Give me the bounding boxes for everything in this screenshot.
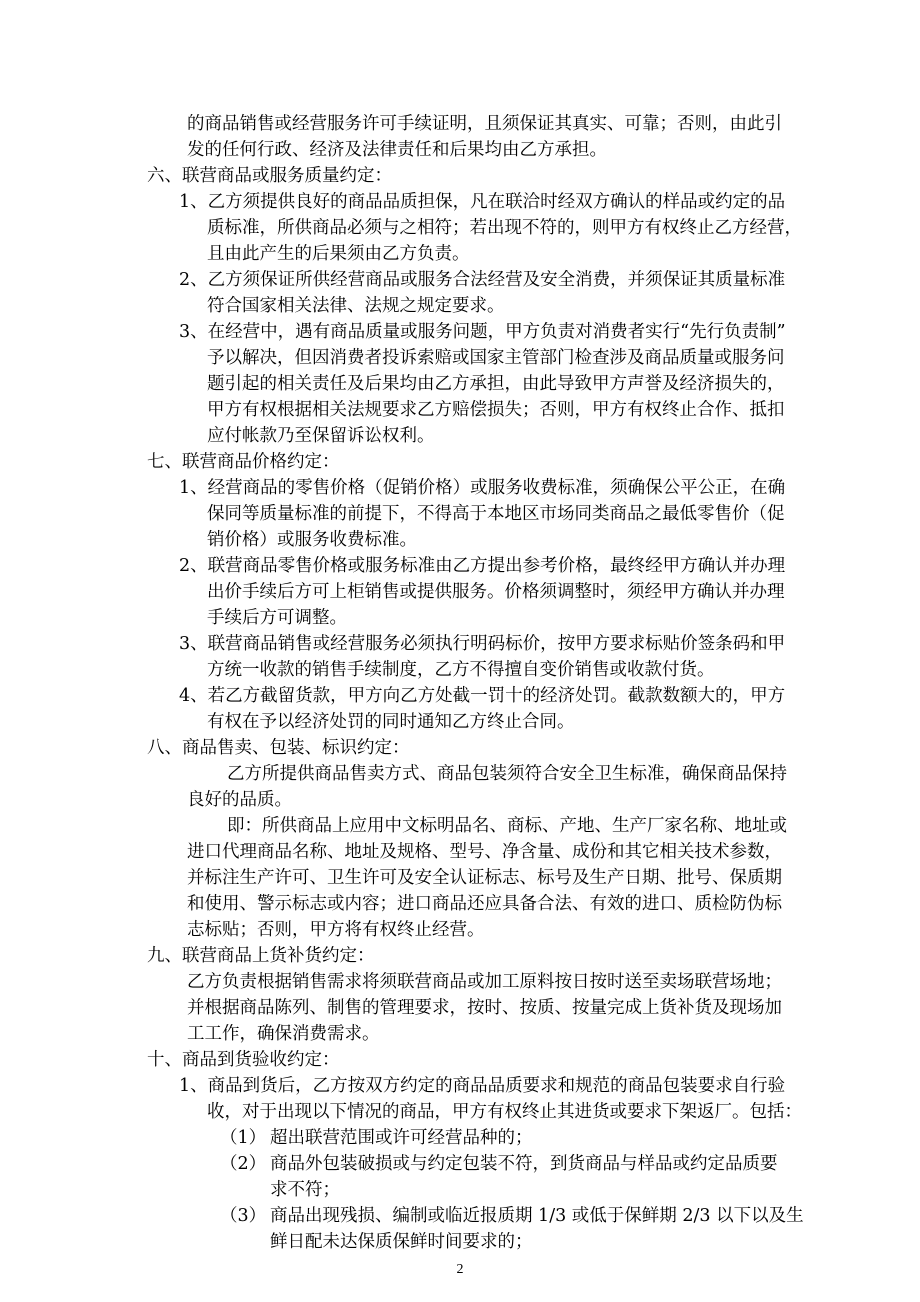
sub-item-number: （3） <box>220 1206 267 1226</box>
page-number: 2 <box>456 1262 464 1277</box>
list-item: 1、经营商品的零售价格（促销价格）或服务收费标准，须确保公平公正，在确 <box>179 478 786 498</box>
sub-item-text: 商品外包装破损或与约定包装不符，到货商品与样品或约定品质要 <box>270 1154 778 1174</box>
list-item: 3、联营商品销售或经营服务必须执行明码标价，按甲方要求标贴价签条码和甲 <box>179 634 786 654</box>
list-item: 2、联营商品零售价格或服务标准由乙方提出参考价格，最终经甲方确认并办理 <box>179 556 786 576</box>
sub-item-number: （1） <box>220 1128 267 1148</box>
text-line: 并根据商品陈列、制售的管理要求，按时、按质、按量完成上货补货及现场加 <box>187 998 782 1018</box>
list-item: 4、若乙方截留货款，甲方向乙方处截一罚十的经济处罚。截款数额大的，甲方 <box>179 686 786 706</box>
paragraph: 即：所供商品上应用中文标明品名、商标、产地、生产厂家名称、地址或 <box>227 816 787 836</box>
text-line: 并标注生产许可、卫生许可及安全认证标志、标号及生产日期、批号、保质期 <box>187 868 782 888</box>
text-line: 题引起的相关责任及后果均由乙方承担，由此导致甲方声誉及经济损失的， <box>207 374 785 394</box>
section-heading: 六、联营商品或服务质量约定： <box>147 166 392 186</box>
section-heading: 十、商品到货验收约定： <box>147 1050 340 1070</box>
text-line: 质标准，所供商品必须与之相符；若出现不符的，则甲方有权终止乙方经营， <box>207 218 802 238</box>
text-line: 收，对于出现以下情况的商品，甲方有权终止其进货或要求下架返厂。包括： <box>207 1102 802 1122</box>
section-heading: 七、联营商品价格约定： <box>147 452 340 472</box>
text-line: 的商品销售或经营服务许可手续证明，且须保证其真实、可靠；否则，由此引 <box>187 114 782 134</box>
text-line: 予以解决，但因消费者投诉索赔或国家主管部门检查涉及商品质量或服务问 <box>207 348 785 368</box>
text-line: 甲方有权根据相关法规要求乙方赔偿损失；否则，甲方有权终止合作、抵扣 <box>207 400 785 420</box>
text-line: 良好的品质。 <box>187 790 292 810</box>
text-line: 志标贴；否则，甲方将有权终止经营。 <box>187 920 485 940</box>
paragraph: 乙方负责根据销售需求将须联营商品或加工原料按日按时送至卖场联营场地； <box>187 972 782 992</box>
sub-item-number: （2） <box>220 1154 267 1174</box>
list-item: 2、乙方须保证所供经营商品或服务合法经营及安全消费，并须保证其质量标准 <box>179 270 786 290</box>
text-line: 保同等质量标准的前提下，不得高于本地区市场同类商品之最低零售价（促 <box>207 504 785 524</box>
text-line: 且由此产生的后果须由乙方负责。 <box>207 244 470 264</box>
sub-item-text: 求不符； <box>270 1180 340 1200</box>
sub-item-text: 鲜日配未达保质保鲜时间要求的； <box>270 1232 533 1252</box>
paragraph: 乙方所提供商品售卖方式、商品包装须符合安全卫生标准，确保商品保持 <box>227 764 787 784</box>
sub-item-text: 商品出现残损、编制或临近报质期 1/3 或低于保鲜期 2/3 以下以及生 <box>270 1206 804 1226</box>
sub-item-text: 超出联营范围或许可经营品种的； <box>270 1128 533 1148</box>
section-heading: 九、联营商品上货补货约定： <box>147 946 375 966</box>
text-line: 有权在予以经济处罚的同时通知乙方终止合同。 <box>207 712 575 732</box>
text-line: 出价手续后方可上柜销售或提供服务。价格须调整时，须经甲方确认并办理 <box>207 582 785 602</box>
list-item: 1、商品到货后，乙方按双方约定的商品品质要求和规范的商品包装要求自行验 <box>179 1076 786 1096</box>
text-line: 和使用、警示标志或内容；进口商品还应具备合法、有效的进口、质检防伪标 <box>187 894 782 914</box>
text-line: 发的任何行政、经济及法律责任和后果均由乙方承担。 <box>187 140 607 160</box>
text-line: 应付帐款乃至保留诉讼权利。 <box>207 426 435 446</box>
text-line: 销价格）或服务收费标准。 <box>207 530 417 550</box>
text-line: 符合国家相关法律、法规之规定要求。 <box>207 296 505 316</box>
list-item: 1、乙方须提供良好的商品品质担保，凡在联洽时经双方确认的样品或约定的品 <box>179 192 786 212</box>
section-heading: 八、商品售卖、包装、标识约定： <box>147 738 410 758</box>
text-line: 手续后方可调整。 <box>207 608 347 628</box>
text-line: 工工作，确保消费需求。 <box>187 1024 380 1044</box>
text-line: 进口代理商品名称、地址及规格、型号、净含量、成份和其它相关技术参数， <box>187 842 782 862</box>
list-item: 3、在经营中，遇有商品质量或服务问题，甲方负责对消费者实行“先行负责制” <box>179 322 786 342</box>
text-line: 方统一收款的销售手续制度，乙方不得擅自变价销售或收款付货。 <box>207 660 715 680</box>
